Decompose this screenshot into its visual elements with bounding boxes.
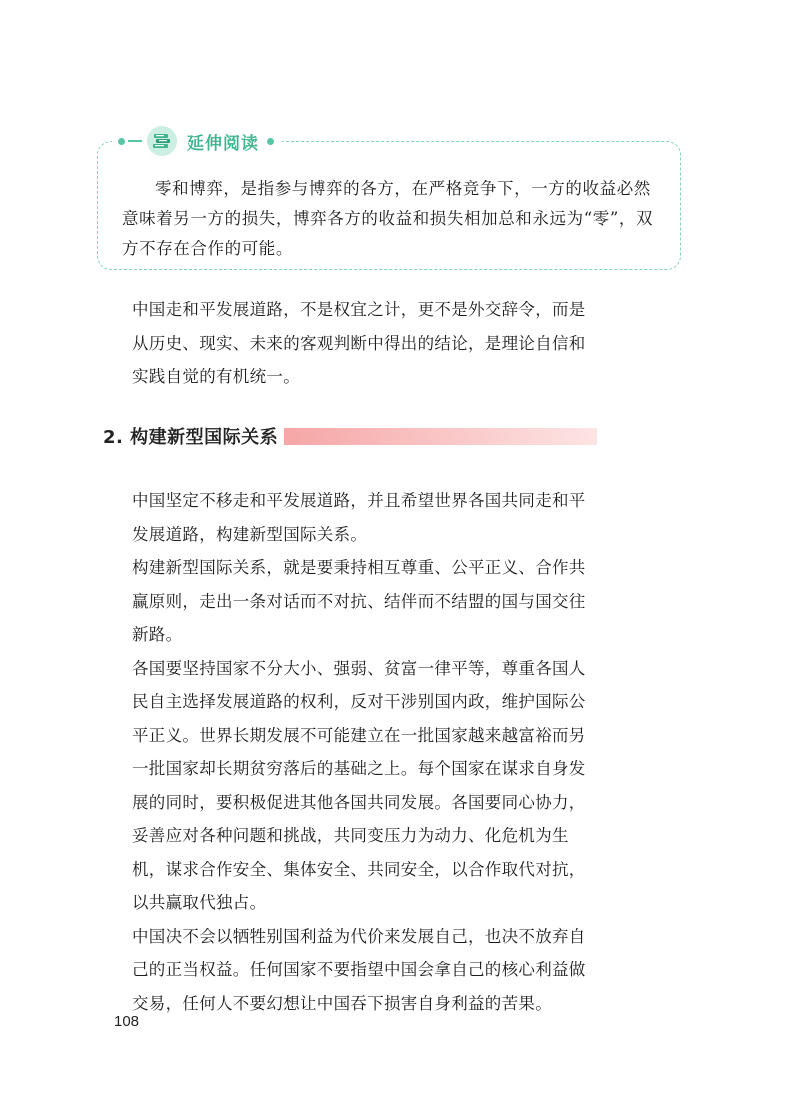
body-paragraph: 中国决不会以牺牲别国利益为代价来发展自己，也决不放弃自己的正当权益。任何国家不要指望中国会拿自己的核心利益做交易，任何人不要幻想让中国吞下损害自身利益的苦果。 — [132, 926, 586, 1013]
body-paragraph: 各国要坚持国家不分大小、强弱、贫富一律平等，尊重各国人民自主选择发展道路的权利，反对干涉别国内政，维护国际公平正义。世界长期发展不可能建立在一批国家越来越富裕而另一批国家却长期贫穷落后的基础之上。每个国家在谋求自身发展的同时，要积极促进其他各国共同发展。各国要同心协力，妥善应对各种问题和挑战，共同变压力为动力、化危机为生机，谋求合作安全、集体安全、共同安全，以合作取代对抗，以共赢取代独占。 — [132, 658, 586, 912]
body-text — [132, 484, 592, 1020]
extended-reading-header — [112, 124, 282, 158]
books-icon — [147, 126, 177, 156]
decorative-line — [128, 140, 142, 142]
section-heading — [103, 423, 597, 449]
section-accent-bar — [284, 428, 597, 445]
section-title: 2. 构建新型国际关系 — [103, 427, 279, 448]
intro-block — [132, 293, 592, 394]
decorative-dot — [267, 138, 274, 145]
reading-paragraph: 零和博弈，是指参与博弈的各方，在严格竞争下，一方的收益必然意味着另一方的损失，博弈各方的收益和损失相加总和永远为“零”，双方不存在合作的可能。 — [122, 179, 654, 258]
intro-paragraph: 中国走和平发展道路，不是权宜之计，更不是外交辞令，而是从历史、现实、未来的客观判断中得出的结论，是理论自信和实践自觉的有机统一。 — [132, 300, 586, 386]
decorative-dot — [118, 138, 125, 145]
body-paragraph: 中国坚定不移走和平发展道路，并且希望世界各国共同走和平发展道路，构建新型国际关系。 — [132, 491, 586, 544]
page-number: 108 — [114, 1013, 140, 1030]
body-paragraph: 构建新型国际关系，就是要秉持相互尊重、公平正义、合作共赢原则，走出一条对话而不对抗、结伴而不结盟的国与国交往新路。 — [132, 558, 586, 644]
extended-reading-text — [122, 174, 662, 264]
extended-reading-title: 延伸阅读 — [187, 133, 259, 154]
